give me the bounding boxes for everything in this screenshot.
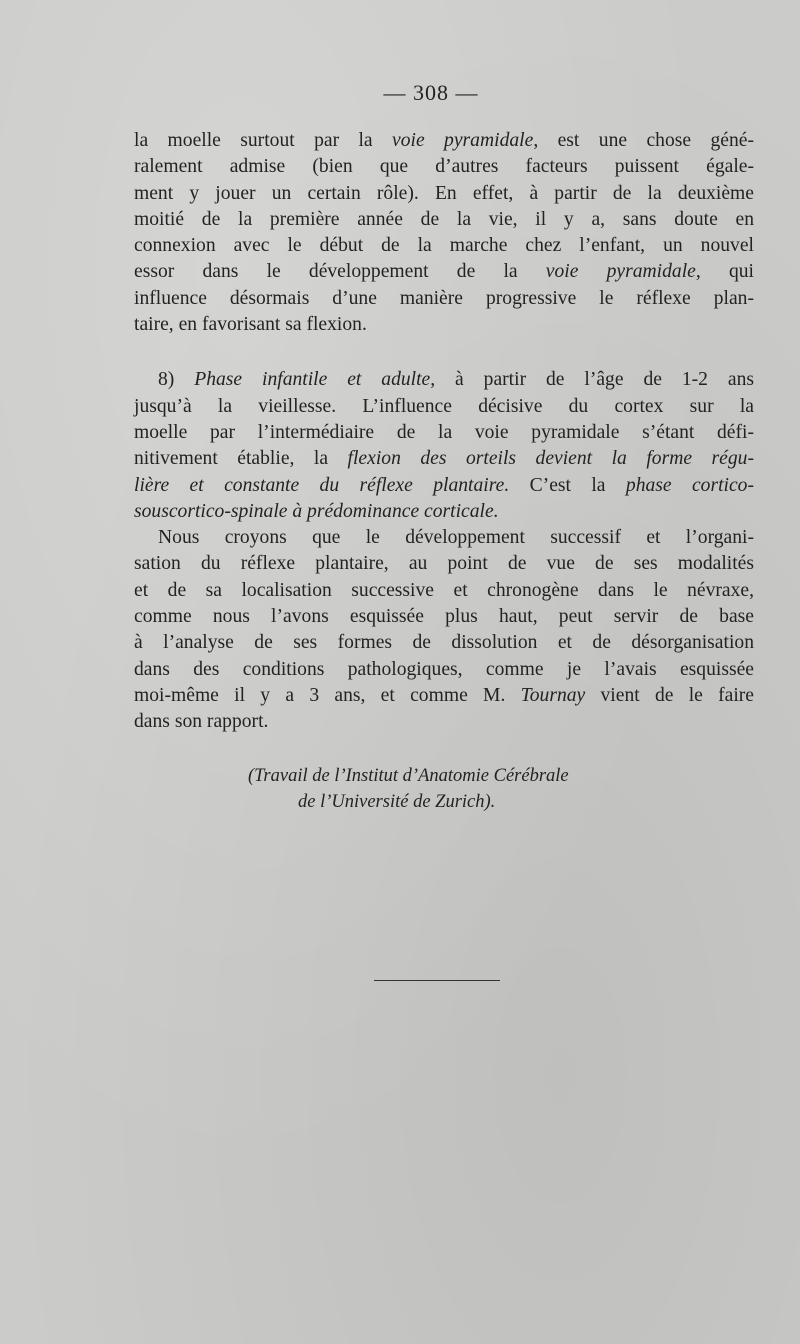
text-line: moitié de la première année de la vie, il y a, sans doute en [134, 208, 754, 230]
text-line [134, 473, 754, 499]
text-line: comme nous l’avons esquissée plus haut, peut servir de base [134, 606, 754, 628]
emphasis-run: Phase infantile et adulte, [194, 369, 436, 391]
text-line [134, 367, 754, 393]
text-line: dans des conditions pathologiques, comme je l’avais esquissée [134, 658, 754, 680]
page-number: — 308 — [383, 80, 479, 105]
text-run: à partir de l’âge de 1-2 ans [435, 369, 754, 391]
emphasis-run: souscortico-spinale à prédominance corticale. [134, 500, 499, 522]
text-line: sation du réflexe plantaire, au point de vue de ses modalités [134, 553, 754, 575]
emphasis-run: Tournay [520, 684, 586, 706]
text-run: nitivement établie, la [134, 448, 348, 470]
text-line: dans son rapport. [134, 711, 269, 733]
text-run: qui [700, 261, 754, 283]
credit-line-2: de l’Université de Zurich). [298, 792, 496, 812]
text-line [134, 446, 754, 472]
closing-rule [374, 980, 500, 981]
paragraph-gap [134, 338, 754, 367]
text-line: ralement admise (bien que d’autres facteurs puissent égale- [134, 156, 754, 178]
text-line: influence désormais d’une manière progressive le réflexe plan- [134, 287, 754, 309]
credit-line-1: (Travail de l’Institut d’Anatomie Cérébrale [248, 766, 569, 786]
text-line [134, 128, 754, 154]
paragraph-1 [134, 128, 754, 338]
text-line: connexion avec le début de la marche chez l’enfant, un nouvel [134, 235, 754, 257]
emphasis-run: voie pyramidale [392, 130, 534, 151]
paragraph-2 [134, 367, 754, 525]
text-run: essor dans le développement de la [134, 261, 546, 283]
text-run: la moelle surtout par la [134, 130, 393, 151]
text-line: moelle par l’intermédiaire de la voie pyramidale s’étant défi- [134, 421, 754, 443]
text-run: 8) [158, 369, 195, 391]
text-run: , est une chose géné- [533, 130, 754, 151]
text-line [134, 683, 754, 709]
text-run: C’est la [509, 474, 626, 496]
emphasis-run: voie pyramidale, [545, 261, 701, 283]
body-text [134, 128, 754, 736]
emphasis-run: flexion des orteils devient la forme régu- [347, 448, 754, 470]
text-line: Nous croyons que le développement successif et l’organi- [158, 527, 754, 549]
text-line: et de sa localisation successive et chronogène dans le névraxe, [134, 579, 754, 601]
text-line [134, 499, 754, 525]
paragraph-3 [134, 525, 754, 735]
emphasis-run: lière et constante du réflexe plantaire. [134, 474, 510, 496]
text-line: taire, en favorisant sa flexion. [134, 314, 367, 336]
text-line: ment y jouer un certain rôle). En effet, à partir de la deuxième [134, 182, 754, 204]
text-run: vient de le faire [585, 684, 755, 706]
text-line [134, 259, 754, 285]
emphasis-run: phase cortico- [625, 474, 755, 496]
text-line: à l’analyse de ses formes de dissolution et de désorganisation [134, 632, 754, 654]
text-line: jusqu’à la vieillesse. L’influence décisive du cortex sur la [134, 395, 754, 417]
text-run: moi-même il y a 3 ans, et comme M. [134, 684, 521, 706]
